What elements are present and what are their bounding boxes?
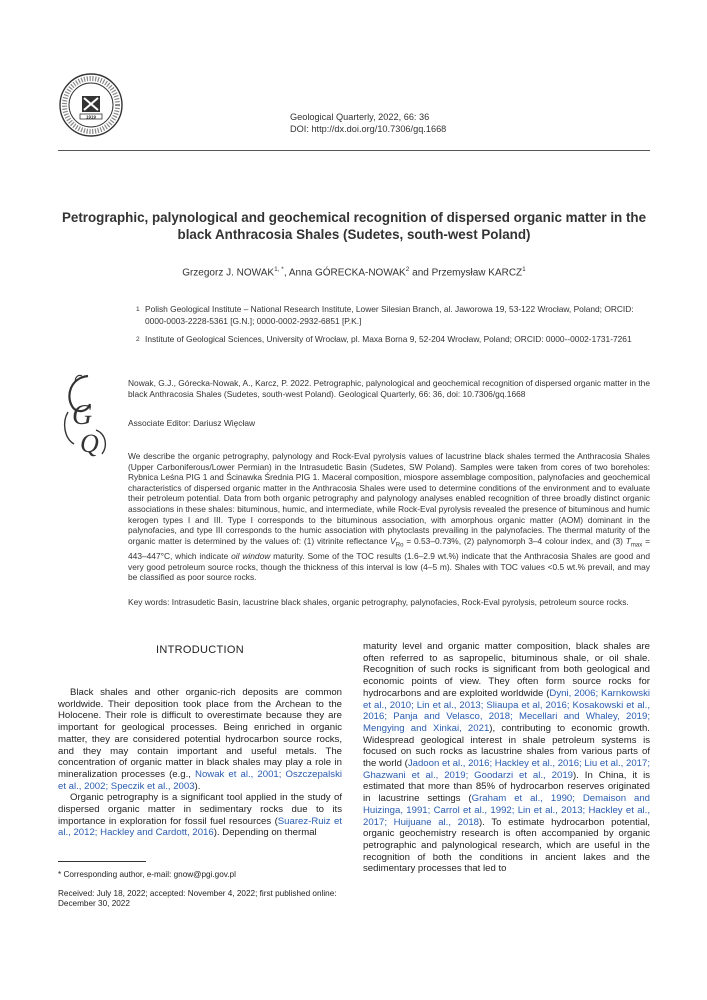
journal-info xyxy=(290,111,446,135)
seal-year: 1919 xyxy=(85,114,97,120)
institute-seal-icon xyxy=(58,72,124,138)
author-name: Grzegorz J. NOWAK xyxy=(182,267,275,279)
journal-citation: Geological Quarterly, 2022, 66: 36 xyxy=(290,112,430,122)
keywords: Key words: Intrasudetic Basin, lacustrine black shales, organic petrography, palynofacies, Rock-Eval pyrolysis, petroleum source rocks. xyxy=(128,597,629,607)
paragraph-text: maturity level and organic matter composition, black shales are often referred to as sapropelic, bituminous shale, or oil shale. Recognition of such rocks is significant from both geological and economic points of view. They often form source rocks for hydrocarbons and are exploited worldwide ( xyxy=(363,641,650,699)
paragraph-text: ), contributing to economic growth. Widespread geological interest in shale petroleum systems is focused on such rocks as lacustrine shales from various parts of the world ( xyxy=(363,722,650,770)
affiliation-text: Institute of Geological Sciences, University of Wrocław, pl. Maxa Borna 9, 52-204 Wrocław, Poland; ORCID: 0000--0002-1731-7261 xyxy=(145,334,632,344)
abstract-text: We describe the organic petrography, palynology and Rock-Eval pyrolysis values of lacustrine black shales termed the Anthracosia Shales (Upper Carboniferous/Lower Permian) in the Intrasudetic Basin (Sudetes, SW Poland). Samples were taken from cores of two boreholes: Rybnica Leśna PIG 1 and Ścinawka Średnia PIG 1. Maceral composition, miospore assemblage composition, palynofacies and geochemical characteristics of dispersed organic matter in the Anthracosia Shales were used to determine conditions of the environment and to evaluate their petroleum potential. Data from both organic petrography and palynology analyses enabled recognition of three broadly distinct organic associations in these shales: bituminous, humic, and intermediate, while Rock-Eval pyrolysis revealed the presence of bituminous and humic kerogen types I and III. Type I corresponds to the bituminous association, with amorphous organic matter (AOM) dominant in the palynofacies, and type III corresponds to the humic association with phytoclasts prevailing in the palynofacies. The thermal maturity of the organic matter is determined by the values of: (1) vitrinite reflectance xyxy=(128,451,650,546)
author-list xyxy=(58,266,650,278)
symbol-vr-sub: Ro xyxy=(395,542,404,549)
paragraph-text: ). xyxy=(194,780,201,792)
paragraph-text: ). To estimate hydrocarbon potential, organic geochemistry research is often accompanied by organic petrographic and palynological research, which are useful in the recognition of both the conditions in ancient lakes and the sedimentary processes that led to xyxy=(363,816,651,875)
svg-text:Q: Q xyxy=(80,429,99,458)
journal-doi[interactable]: DOI: http://dx.doi.org/10.7306/gq.1668 xyxy=(290,124,447,134)
author-affiliation-mark: 1 xyxy=(522,266,526,273)
section-heading-introduction: INTRODUCTION xyxy=(156,644,244,656)
author-affiliation-mark: 1, * xyxy=(274,266,284,273)
paragraph-text: Black shales and other organic-rich deposits are common worldwide. Their deposition took place from the Archean to the Holocene. Their role is difficult to overestimate because they are important for geological processes. Being enriched in organic matter, they are considered potential hydrocarbon source rocks, and they may contain important and useful metals. The concentration of organic matter in black shales may play a role in mineralization processes (e.g., xyxy=(58,687,342,780)
article-title: Petrographic, palynological and geochemical recognition of dispersed organic matter in the black Anthracosia Shales (Sudetes, south-west Poland) xyxy=(61,210,647,242)
footnote-rule xyxy=(58,861,146,862)
abstract-text: = 443–447°C, which indicate xyxy=(128,535,651,562)
abstract-text: = 0.53–0.73%, (2) palynomorph 3–4 colour index, and (3) xyxy=(403,535,626,546)
affiliation-1 xyxy=(136,304,650,327)
affiliation-text: Polish Geological Institute – National Research Institute, Lower Silesian Branch, al. Jaworowa 19, 53-122 Wrocław, Poland; ORCID: 0000-0003-2228-5361 [G.N.]; 0000-0002-2932-6851 [P.K.] xyxy=(145,304,634,326)
abstract xyxy=(128,451,650,583)
associate-editor: Associate Editor: Dariusz Więcław xyxy=(128,418,256,428)
left-column xyxy=(58,687,342,839)
affiliation-2 xyxy=(136,334,650,346)
paragraph-text: ). In China, it is estimated that more than 85% of hydrocarbon reserves originated in lacustrine settings ( xyxy=(363,769,651,805)
right-column xyxy=(363,641,650,875)
paragraph xyxy=(58,792,342,839)
citation-text: Nowak, G.J., Górecka-Nowak, A., Karcz, P. 2022. Petrographic, palynological and geochemical recognition of dispersed organic matter in the black Anthracosia Shales (Sudetes, south-west Poland). Geological Quarterly, 66: 36, doi: 10.7306/gq.1668 xyxy=(128,378,650,400)
author-name: , Anna GÓRECKA-NOWAK xyxy=(283,267,406,279)
paragraph-text: Organic petrography is a significant tool applied in the study of dispersed organic matter in sedimentary rocks due to its importance in exploration for fossil fuel resources ( xyxy=(58,792,342,827)
gq-logo-icon xyxy=(58,372,114,458)
reference-link[interactable]: Nowak et al., 2001; Oszczepalski et al., 2002; Speczik et al., 2003 xyxy=(58,768,342,792)
paragraph xyxy=(363,641,650,875)
paragraph-text: ). Depending on thermal xyxy=(213,827,317,839)
header-rule xyxy=(58,150,650,151)
author-name: and Przemysław KARCZ xyxy=(409,267,523,279)
affiliation-number: 2 xyxy=(136,336,140,343)
symbol-tmax: T xyxy=(625,535,631,546)
abstract-text: maturity. Some of the TOC results (1.6–2.9 wt.%) indicate that the Anthracosia Shales are good and very good petroleum source rocks, though the thickness of this interval is low (4–5 m). Shales with TOC values <0.5 wt.% prevail, and may be classified as poor source rocks. xyxy=(128,551,651,583)
svg-text:G: G xyxy=(72,400,93,431)
symbol-vr: V xyxy=(390,535,396,546)
corresponding-author: * Corresponding author, e-mail: gnow@pgi.gov.pl xyxy=(58,870,236,879)
reference-link[interactable]: Dyni, 2006; Karnkowski et al., 2010; Lin et al., 2013; Sliaupa et al, 2016; Kosakowski et al., 2016; Panja and Velasco, 2018; Mecellari and Whaley, 2019; Mengying and Xinkai, 2021 xyxy=(363,687,650,734)
reference-link[interactable]: Jadoon et al., 2016; Hackley et al., 2016; Liu et al., 2017; Ghazwani et al., 2019; Goodarzi et al., 2019 xyxy=(363,758,651,781)
reference-link[interactable]: Graham et al., 1990; Demaison and Huizinga, 1991; Carrol et al., 1992; Lin et al., 2013; Hackley et al., 2017; Huijuane al., 2018 xyxy=(363,793,650,828)
paragraph xyxy=(58,687,342,792)
author-affiliation-mark: 2 xyxy=(405,266,410,273)
reference-link[interactable]: Suarez-Ruiz et al., 2012; Hackley and Cardott, 2016 xyxy=(58,815,343,839)
abstract-italic: oil window xyxy=(231,551,271,562)
received-dates: Received: July 18, 2022; accepted: November 4, 2022; first published online: December 30, 2022 xyxy=(58,889,337,909)
symbol-tmax-sub: max xyxy=(630,542,643,549)
affiliation-number: 1 xyxy=(136,306,140,313)
